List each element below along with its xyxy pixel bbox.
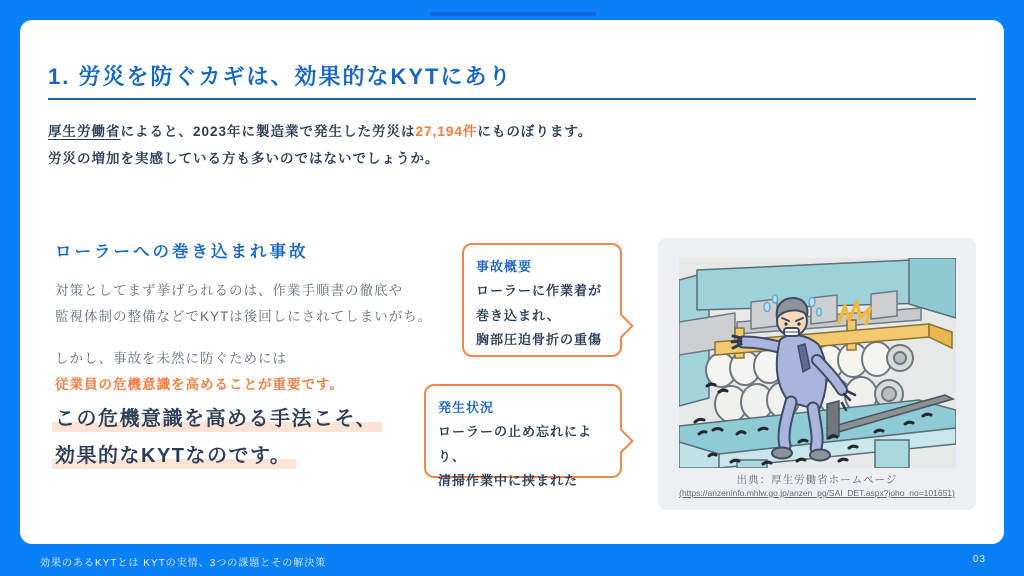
title-underline — [48, 98, 976, 100]
figure-caption: 出典：厚生労働省ホームページ — [736, 474, 898, 486]
key-message-orange: 従業員の危機意識を高めることが重要です。 — [55, 377, 344, 392]
intro-paragraph — [48, 118, 592, 172]
mhlw-link[interactable]: 厚生労働省 — [48, 124, 121, 139]
callout-title: 事故概要 — [476, 259, 533, 274]
callout-occurrence-situation: 発生状況 ローラーの止め忘れにより、 清掃作業中に挟まれた — [424, 384, 622, 478]
figure-panel — [658, 238, 976, 510]
emphasis-statement: この危機意識を高める手法こそ、 効果的なKYTなのです。 — [52, 401, 382, 475]
callout-tail-pointer — [608, 313, 633, 338]
case-paragraph-2: しかし、事故を未然に防ぐためには 従業員の危機意識を高めることが重要です。 — [55, 346, 344, 398]
callout-tail-pointer — [608, 428, 633, 453]
slide-content-card — [20, 20, 1004, 544]
intro-line-2: 労災の増加を実感している方も多いのではないでしょうか。 — [48, 151, 440, 166]
callout-accident-summary: 事故概要 ローラーに作業着が 巻き込まれ、 胸部圧迫骨折の重傷 — [462, 243, 622, 357]
accident-illustration — [679, 258, 956, 468]
case-paragraph-1: 対策としてまず挙げられるのは、作業手順書の徹底や 監視体制の整備などでKYTは後回しにされてしまいがち。 — [55, 283, 433, 324]
page-number: 03 — [972, 554, 986, 565]
callout-title: 発生状況 — [438, 400, 495, 415]
footer-breadcrumb: 効果のあるKYTとは KYTの実情、3つの課題とその解決策 — [40, 558, 327, 569]
figure-source-link[interactable]: (https://anzeninfo.mhlw.go.jp/anzen_pg/SAI_DET.aspx?joho_no=101651) — [679, 488, 955, 498]
page-title: 1. 労災を防ぐカギは、効果的なKYTにあり — [48, 64, 513, 89]
intro-line-1: 厚生労働省によると、2023年に製造業で発生した労災は27,194件にものぼります。 — [48, 124, 593, 139]
top-accent-bar — [430, 12, 596, 16]
accident-count-value: 27,194件 — [415, 124, 478, 139]
case-section-heading: ローラーへの巻き込まれ事故 — [55, 243, 309, 261]
